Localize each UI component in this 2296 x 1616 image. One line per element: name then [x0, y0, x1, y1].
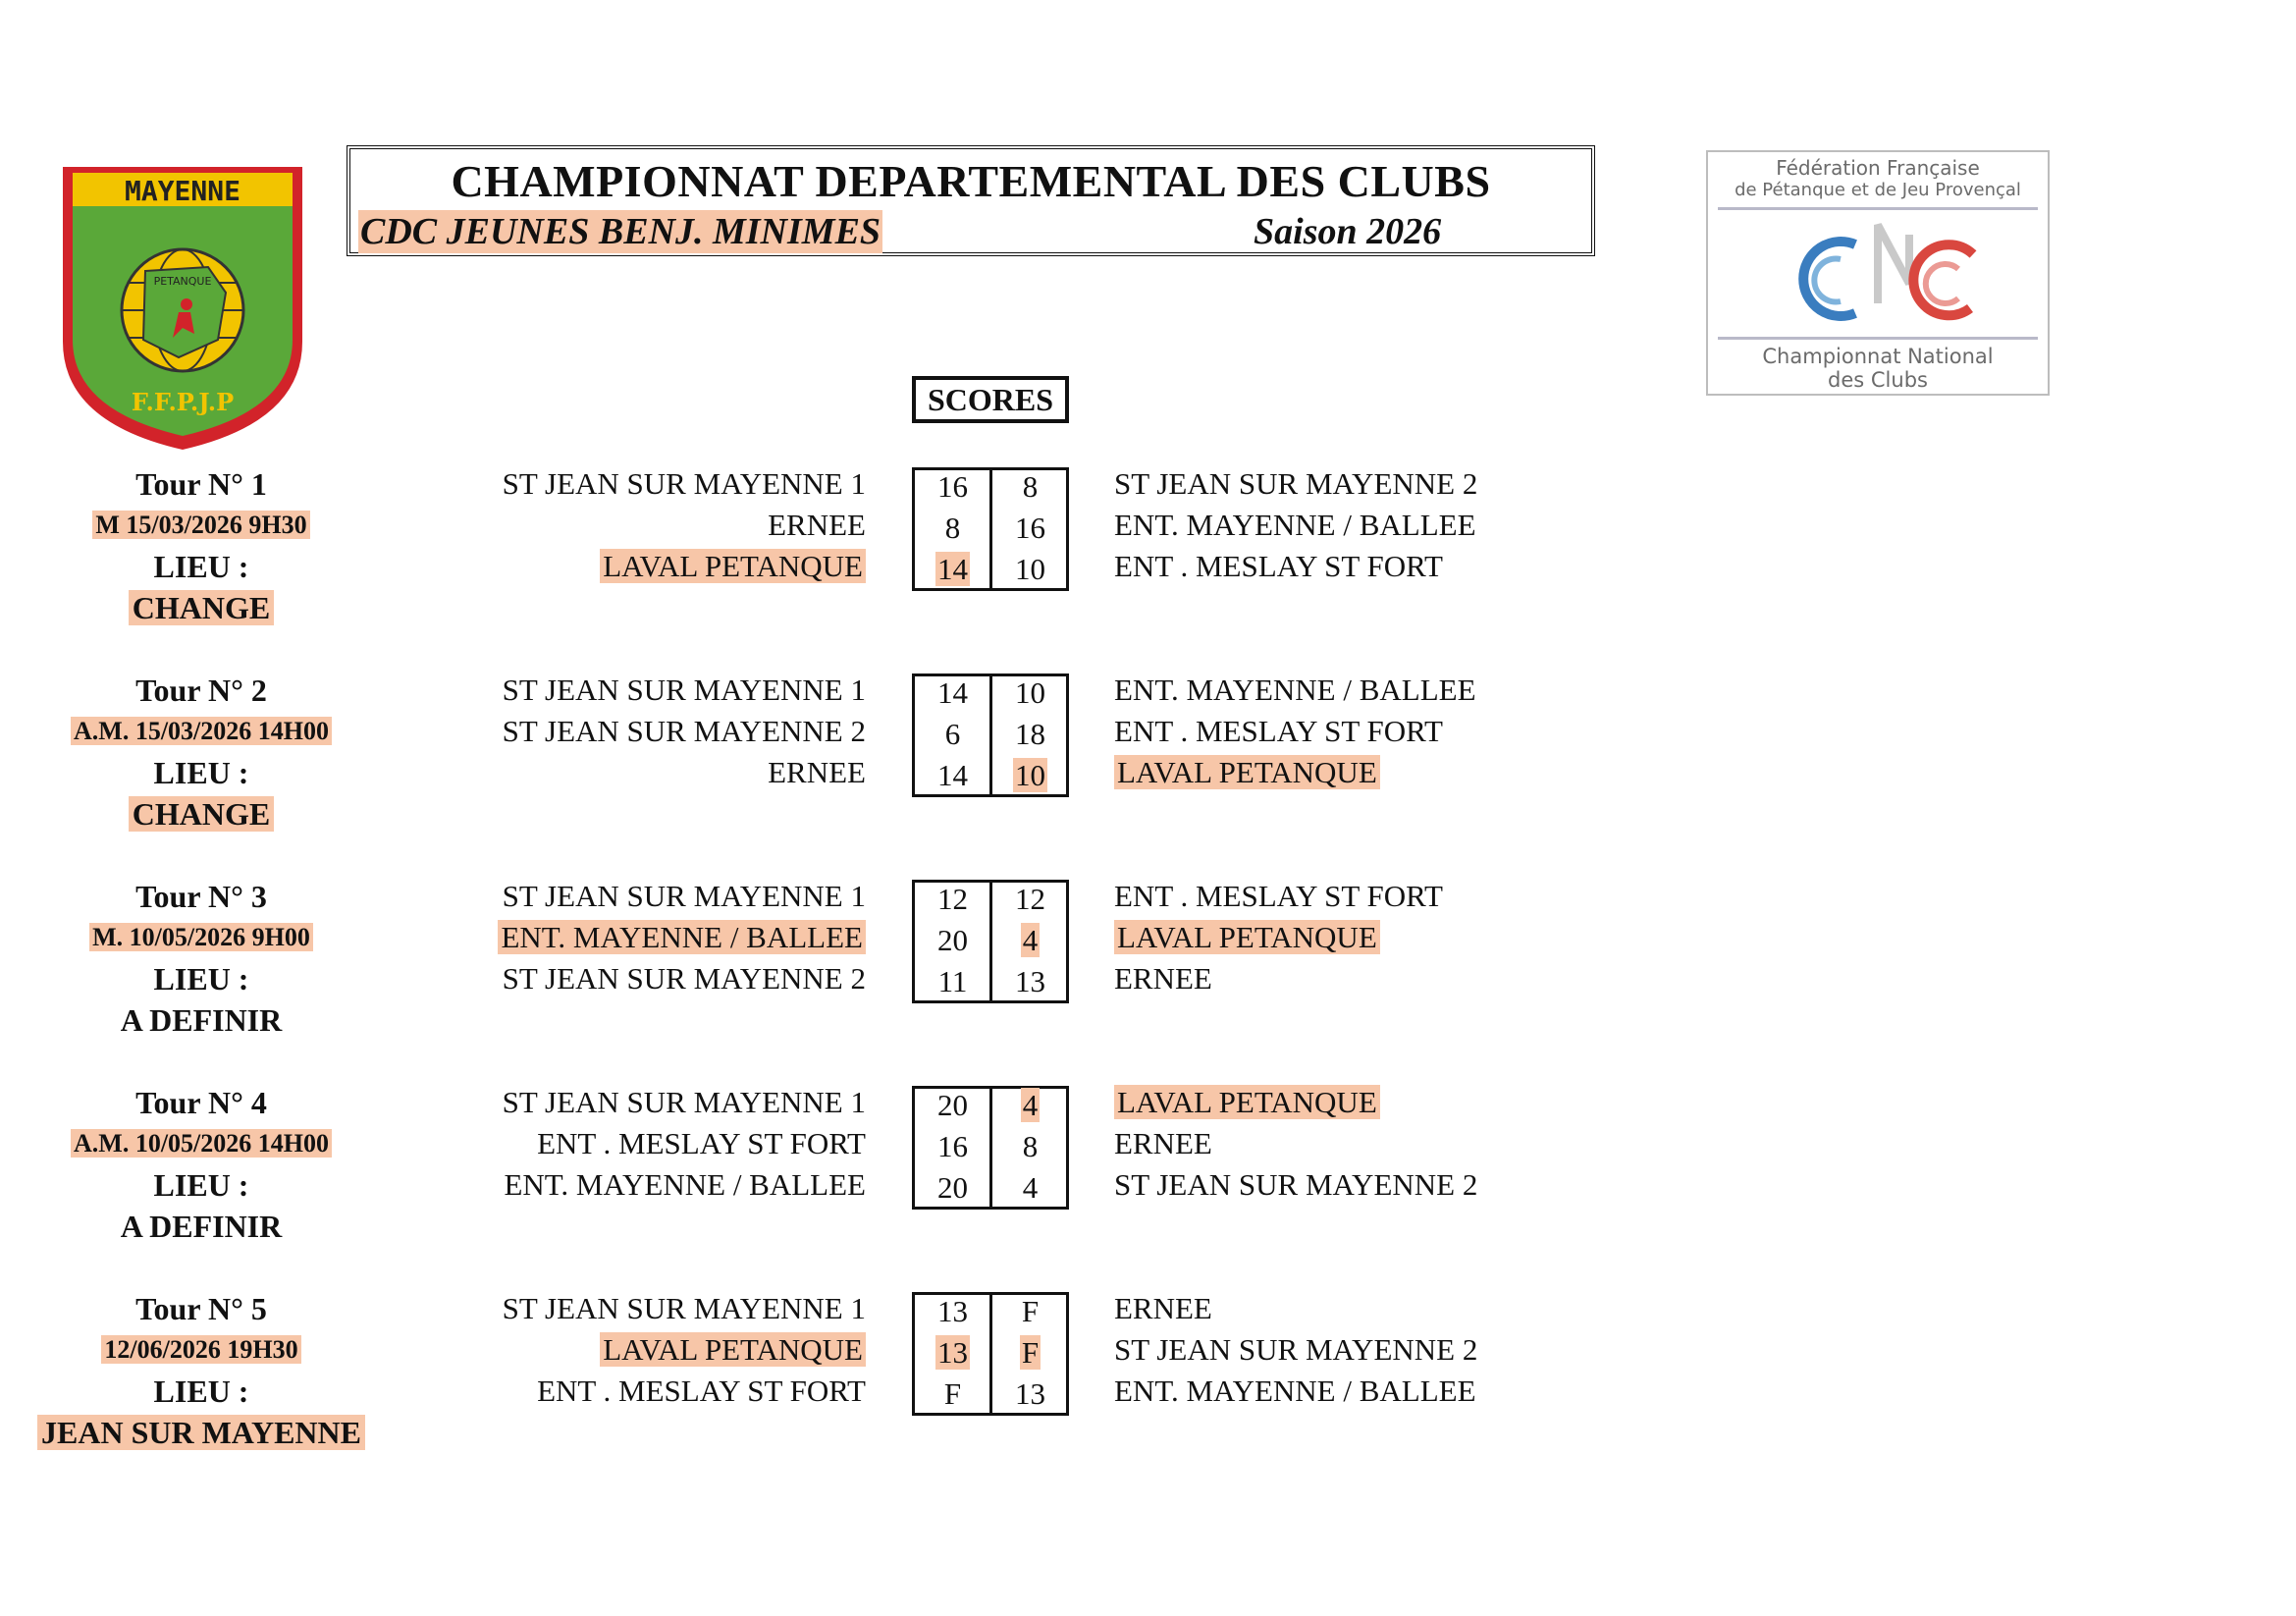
round-lieu-label: [0, 1164, 402, 1206]
round-lieu-text: LIEU :: [153, 549, 249, 584]
home-team: [600, 546, 866, 587]
round-title: [0, 1288, 402, 1329]
home-score: [915, 714, 990, 755]
home-team: [503, 670, 866, 711]
home-team-name: ERNEE: [768, 755, 866, 789]
round-lieu-text: LIEU :: [153, 961, 249, 997]
away-score-value: 13: [1015, 964, 1045, 998]
home-team-name: LAVAL PETANQUE: [600, 1332, 866, 1367]
away-score-value: 4: [1022, 1170, 1039, 1205]
away-team-name: ERNEE: [1114, 961, 1212, 996]
home-score: [915, 508, 990, 549]
away-score: [992, 879, 1068, 920]
home-score-value: 14: [937, 758, 968, 792]
away-score-value: 4: [1022, 1088, 1039, 1122]
round-block: [0, 1288, 2296, 1484]
home-score-value: 20: [937, 1088, 968, 1122]
home-score: [915, 879, 990, 920]
away-team-name: LAVAL PETANQUE: [1114, 1085, 1380, 1119]
home-score-value: 14: [937, 675, 968, 710]
home-team: [498, 917, 866, 958]
home-team-name: ST JEAN SUR MAYENNE 1: [502, 879, 866, 913]
home-score: [915, 466, 990, 508]
round-date: [0, 711, 402, 752]
home-team: [537, 1371, 866, 1412]
round-lieu-text: LIEU :: [153, 1167, 249, 1203]
round-date: [0, 505, 402, 546]
away-team: [1114, 505, 1476, 546]
home-score-value: 8: [944, 511, 961, 545]
round-date: [0, 1123, 402, 1164]
round-date-text: 12/06/2026 19H30: [101, 1335, 300, 1364]
round-place: [0, 1412, 402, 1453]
round-block: [0, 876, 2296, 1072]
score-table: [912, 673, 1069, 797]
away-team-name: ENT. MAYENNE / BALLEE: [1114, 1374, 1476, 1408]
round-title: [0, 463, 402, 505]
away-team: [1114, 958, 1212, 999]
home-team-name: ST JEAN SUR MAYENNE 1: [502, 1085, 866, 1119]
away-team: [1114, 1123, 1212, 1164]
home-team: [503, 1082, 866, 1123]
round-title-text: Tour N° 1: [135, 466, 267, 502]
away-team: [1114, 917, 1380, 958]
round-lieu-label: [0, 752, 402, 793]
round-place-text: CHANGE: [129, 796, 274, 832]
home-team: [503, 876, 866, 917]
home-team-name: ENT . MESLAY ST FORT: [537, 1126, 866, 1160]
home-score-value: 20: [937, 1170, 968, 1205]
home-team: [503, 463, 866, 505]
away-score: [992, 1085, 1068, 1126]
away-score-value: F: [1021, 1294, 1040, 1328]
home-score-value: 13: [937, 1294, 968, 1328]
home-team: [503, 1288, 866, 1329]
logo-cnc-line1: Championnat National: [1762, 345, 1994, 368]
round-title-text: Tour N° 3: [135, 879, 267, 914]
home-score-value: 16: [937, 1129, 968, 1163]
away-team: [1114, 1164, 1477, 1206]
round-place: [0, 587, 402, 628]
round-block: [0, 1082, 2296, 1278]
away-score: [992, 1126, 1068, 1167]
away-team: [1114, 876, 1443, 917]
round-lieu-text: LIEU :: [153, 1374, 249, 1409]
away-team-name: LAVAL PETANQUE: [1114, 920, 1380, 954]
away-team: [1114, 1082, 1380, 1123]
round-lieu-label: [0, 546, 402, 587]
home-score: [915, 1291, 990, 1332]
logo-cnc-line2: des Clubs: [1828, 368, 1928, 392]
logo-initials-text: F.F.P.J.P: [131, 388, 235, 416]
away-team-name: ENT . MESLAY ST FORT: [1114, 714, 1443, 748]
category-subtitle: CDC JEUNES BENJ. MINIMES: [360, 211, 881, 252]
round-lieu-label: [0, 958, 402, 999]
home-team: [503, 711, 866, 752]
away-score-value: 8: [1022, 469, 1039, 504]
home-score-value: 13: [937, 1335, 968, 1370]
logo-globe-text: PETANQUE: [153, 275, 212, 288]
home-score: [915, 961, 990, 1002]
home-team: [768, 505, 866, 546]
home-team-name: ENT . MESLAY ST FORT: [537, 1374, 866, 1408]
round-date-text: M 15/03/2026 9H30: [92, 511, 309, 539]
away-score: [992, 961, 1068, 1002]
logo-divider-top: [1718, 207, 2038, 210]
home-team-name: ST JEAN SUR MAYENNE 1: [502, 466, 866, 501]
round-place-text: A DEFINIR: [120, 1002, 283, 1038]
round-place-text: CHANGE: [129, 590, 274, 625]
away-score-value: 10: [1015, 758, 1045, 792]
away-team-name: ST JEAN SUR MAYENNE 2: [1114, 1167, 1478, 1202]
home-team-name: ST JEAN SUR MAYENNE 1: [502, 673, 866, 707]
scores-header: SCORES: [912, 376, 1069, 423]
away-team-name: ST JEAN SUR MAYENNE 2: [1114, 1332, 1478, 1367]
home-score: [915, 1126, 990, 1167]
score-table: [912, 880, 1069, 1003]
away-score: [992, 1291, 1068, 1332]
round-place-text: JEAN SUR MAYENNE: [37, 1415, 365, 1450]
round-block: [0, 670, 2296, 866]
round-date: [0, 1329, 402, 1371]
round-title: [0, 876, 402, 917]
away-score: [992, 1167, 1068, 1209]
away-team-name: ERNEE: [1114, 1126, 1212, 1160]
away-score-value: 10: [1015, 675, 1045, 710]
round-place: [0, 1206, 402, 1247]
home-score-value: 20: [937, 923, 968, 957]
away-score: [992, 549, 1068, 590]
home-team: [537, 1123, 866, 1164]
cnc-emblem-icon: [1762, 215, 1998, 333]
round-title: [0, 1082, 402, 1123]
away-team: [1114, 752, 1380, 793]
logo-divider-bottom: [1718, 337, 2038, 340]
round-block: [0, 463, 2296, 660]
round-title-text: Tour N° 4: [135, 1085, 267, 1120]
home-score: [915, 673, 990, 714]
away-score: [992, 673, 1068, 714]
away-score-value: 10: [1015, 552, 1045, 586]
away-team: [1114, 546, 1443, 587]
home-score-value: 14: [937, 552, 968, 586]
away-team-name: LAVAL PETANQUE: [1114, 755, 1380, 789]
home-team: [600, 1329, 866, 1371]
logo-fed-line2: de Pétanque et de Jeu Provençal: [1735, 180, 2021, 200]
ffpjp-championnat-logo: [1706, 150, 2050, 396]
away-team-name: ERNEE: [1114, 1291, 1212, 1325]
score-table: [912, 467, 1069, 591]
home-score-value: 12: [937, 882, 968, 916]
away-score-value: 13: [1015, 1376, 1045, 1411]
header-box: [347, 145, 1595, 256]
away-score-value: 16: [1015, 511, 1045, 545]
score-table: [912, 1086, 1069, 1210]
away-team: [1114, 711, 1443, 752]
home-team-name: ST JEAN SUR MAYENNE 1: [502, 1291, 866, 1325]
away-team: [1114, 463, 1477, 505]
home-team-name: ENT. MAYENNE / BALLEE: [498, 920, 866, 954]
round-lieu-label: [0, 1371, 402, 1412]
round-title-text: Tour N° 5: [135, 1291, 267, 1326]
away-score: [992, 508, 1068, 549]
away-team-name: ENT. MAYENNE / BALLEE: [1114, 508, 1476, 542]
logo-fed-line1: Fédération Française: [1776, 156, 1980, 180]
home-score: [915, 1167, 990, 1209]
away-score-value: 18: [1015, 717, 1045, 751]
home-score: [915, 549, 990, 590]
logo-banner-text: MAYENNE: [124, 175, 241, 207]
away-score: [992, 920, 1068, 961]
away-score: [992, 1332, 1068, 1374]
home-score: [915, 1085, 990, 1126]
away-score: [992, 755, 1068, 796]
away-team: [1114, 670, 1476, 711]
away-team: [1114, 1371, 1476, 1412]
away-team-name: ENT . MESLAY ST FORT: [1114, 879, 1443, 913]
home-team-name: LAVAL PETANQUE: [600, 549, 866, 583]
away-score-value: 12: [1015, 882, 1045, 916]
round-place-text: A DEFINIR: [120, 1209, 283, 1244]
mayenne-ffpjp-logo: [61, 165, 304, 450]
away-score: [992, 1374, 1068, 1415]
home-score: [915, 1374, 990, 1415]
round-date-text: M. 10/05/2026 9H00: [89, 923, 313, 951]
away-team-name: ENT. MAYENNE / BALLEE: [1114, 673, 1476, 707]
round-title-text: Tour N° 2: [135, 673, 267, 708]
home-team-name: ST JEAN SUR MAYENNE 2: [502, 714, 866, 748]
away-team-name: ST JEAN SUR MAYENNE 2: [1114, 466, 1478, 501]
page-title: CHAMPIONNAT DEPARTEMENTAL DES CLUBS: [451, 156, 1491, 206]
away-team: [1114, 1288, 1212, 1329]
round-place: [0, 999, 402, 1041]
away-score-value: 4: [1022, 923, 1039, 957]
home-team: [504, 1164, 866, 1206]
home-score: [915, 920, 990, 961]
home-team-name: ERNEE: [768, 508, 866, 542]
home-score: [915, 1332, 990, 1374]
round-place: [0, 793, 402, 835]
season-label: Saison 2026: [1254, 211, 1442, 252]
score-table: [912, 1292, 1069, 1416]
home-score-value: 6: [944, 717, 961, 751]
away-score-value: 8: [1022, 1129, 1039, 1163]
round-date: [0, 917, 402, 958]
away-score: [992, 466, 1068, 508]
round-date-text: A.M. 10/05/2026 14H00: [71, 1129, 332, 1158]
home-team: [768, 752, 866, 793]
round-lieu-text: LIEU :: [153, 755, 249, 790]
home-score-value: 11: [937, 964, 968, 998]
home-team-name: ENT. MAYENNE / BALLEE: [504, 1167, 866, 1202]
home-score-value: F: [943, 1376, 962, 1411]
home-team: [503, 958, 866, 999]
home-team-name: ST JEAN SUR MAYENNE 2: [502, 961, 866, 996]
away-team: [1114, 1329, 1477, 1371]
away-score: [992, 714, 1068, 755]
home-score-value: 16: [937, 469, 968, 504]
home-score: [915, 755, 990, 796]
away-team-name: ENT . MESLAY ST FORT: [1114, 549, 1443, 583]
away-score-value: F: [1021, 1335, 1040, 1370]
round-title: [0, 670, 402, 711]
round-date-text: A.M. 15/03/2026 14H00: [71, 717, 332, 745]
